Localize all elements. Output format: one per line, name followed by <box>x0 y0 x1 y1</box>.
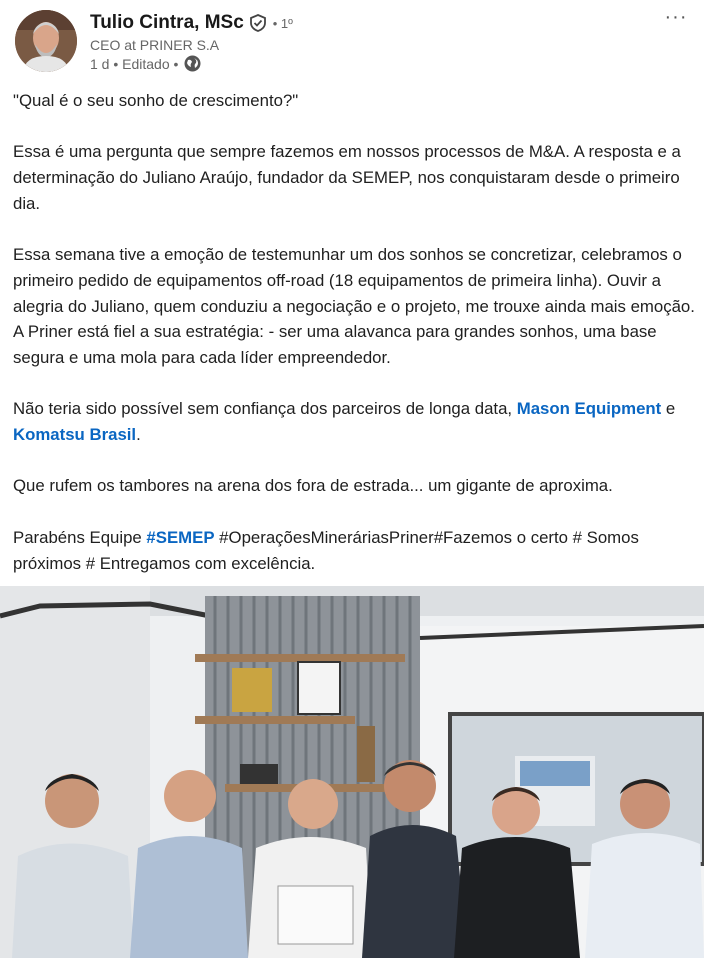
post-paragraph: "Qual é o seu sonho de crescimento?" <box>13 91 299 110</box>
author-headline: CEO at PRINER S.A <box>90 37 220 53</box>
author-name[interactable]: Tulio Cintra, MSc <box>90 12 244 33</box>
text-span: Não teria sido possível sem confiança dos parceiros de longa data, <box>13 399 517 419</box>
post-header <box>0 0 704 84</box>
ellipsis-icon[interactable]: ··· <box>664 6 688 28</box>
post-text <box>13 88 695 602</box>
post-meta <box>90 55 201 72</box>
post-paragraph: Essa semana tive a emoção de testemunhar um dos sonhos se concretizar, celebramos o primeiro pedido de equipamentos off-road (18 equipamentos de primeira linha). Ouvir a alegria do Juliano, quem conduziu a negociação e o projeto, me trouxe ainda mais emoção. A Priner está fiel a sua estratégia: - ser uma alavanca para grandes sonhos, uma base segura e uma mola para cada líder empreendedor. <box>13 245 695 367</box>
text-span: #OperaçõesMineráriasPriner#Fazemos o certo # Somos próximos # Entregamos com excelência. <box>13 527 639 573</box>
connection-degree: • 1º <box>272 15 293 31</box>
post-paragraph: Que rufem os tambores na arena dos fora de estrada... um gigante de aproxima. <box>13 476 613 496</box>
text-span: . <box>136 425 141 445</box>
text-span: e <box>661 399 676 419</box>
post-paragraph: Essa é uma pergunta que sempre fazemos em nossos processos de M&A. A resposta e a determinação do Juliano Araújo, fundador da SEMEP, nos conquistaram desde o primeiro dia. <box>13 142 681 213</box>
post-time: 1 d • Editado • <box>90 55 179 72</box>
verified-shield-icon <box>249 14 267 32</box>
text-span: Parabéns Equipe <box>13 527 147 547</box>
post-photo[interactable] <box>0 586 704 958</box>
hashtag-semep[interactable]: #SEMEP <box>146 527 215 547</box>
post-paragraph <box>13 525 695 576</box>
mention-mason-equipment[interactable]: Mason Equipment <box>516 399 662 419</box>
globe-icon <box>184 55 201 72</box>
author-name-row <box>90 10 293 36</box>
post-paragraph <box>13 396 695 447</box>
mention-komatsu-brasil[interactable]: Komatsu Brasil <box>13 425 137 445</box>
author-avatar[interactable] <box>15 10 77 72</box>
